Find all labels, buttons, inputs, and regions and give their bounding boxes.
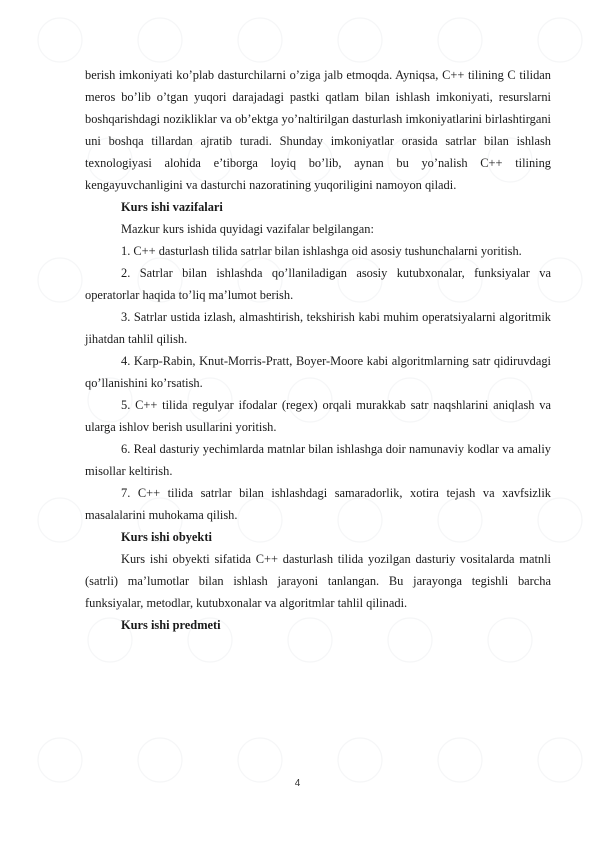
intro-paragraph: berish imkoniyati ko’plab dasturchilarni o’ziga jalb etmoqda. Ayniqsa, C++ tilining C tilidan meros bo’lib o’tgan yuqori darajadagi pastki qatlam bilan ishlash imkoniyati, resurslarni boshqarishdagi nozikliklar va ob’ektga yo’naltirilgan dasturlash imkoniyatlarini birlashtirgani uni boshqa tillardan ajratib turadi. Shunday imkoniyatlar orasida satrlar bilan ishlash texnologiyasi alohida e’tiborga loyiq bo’lib, aynan bu yo’nalish C++ tilining kengayuvchanligini va dasturchi nazoratining yuqoriligini namoyon qiladi. xyxy=(85,68,551,192)
object-heading: Kurs ishi obyekti xyxy=(121,530,212,544)
tasks-heading: Kurs ishi vazifalari xyxy=(121,200,223,214)
task-item-5: 5. C++ tilida regulyar ifodalar (regex) orqali murakkab satr naqshlarini aniqlash va ularga ishlov berish usullarini yoritish. xyxy=(85,398,551,434)
tasks-lead: Mazkur kurs ishida quyidagi vazifalar belgilangan: xyxy=(121,222,374,236)
object-paragraph: Kurs ishi obyekti sifatida C++ dasturlash tilida yozilgan dasturiy vositalarda matnli (satrli) ma’lumotlar bilan ishlash jarayoni tanlangan. Bu jarayonga tegishli barcha funksiyalar, metodlar, kutubxonalar va algoritmlar tahlil qilinadi. xyxy=(85,552,551,610)
subject-heading: Kurs ishi predmeti xyxy=(121,618,221,632)
task-item-7: 7. C++ tilida satrlar bilan ishlashdagi samaradorlik, xotira tejash va xavfsizlik masalalarini muhokama qilish. xyxy=(85,486,551,522)
page-number: 4 xyxy=(294,778,301,789)
task-item-4: 4. Karp-Rabin, Knut-Morris-Pratt, Boyer-Moore kabi algoritmlarning satr qidiruvdagi qo’llanishini ko’rsatish. xyxy=(85,354,551,390)
task-item-1: 1. C++ dasturlash tilida satrlar bilan ishlashga oid asosiy tushunchalarni yoritish. xyxy=(121,244,522,258)
task-item-3: 3. Satrlar ustida izlash, almashtirish, tekshirish kabi muhim operatsiyalarni algoritmik jihatdan tahlil qilish. xyxy=(85,310,551,346)
task-item-2: 2. Satrlar bilan ishlashda qo’llaniladigan asosiy kutubxonalar, funksiyalar va operatorlar haqida to’liq ma’lumot berish. xyxy=(85,266,551,302)
document-body xyxy=(85,64,551,636)
task-item-6: 6. Real dasturiy yechimlarda matnlar bilan ishlashga doir namunaviy kodlar va amaliy misollar keltirish. xyxy=(85,442,551,478)
